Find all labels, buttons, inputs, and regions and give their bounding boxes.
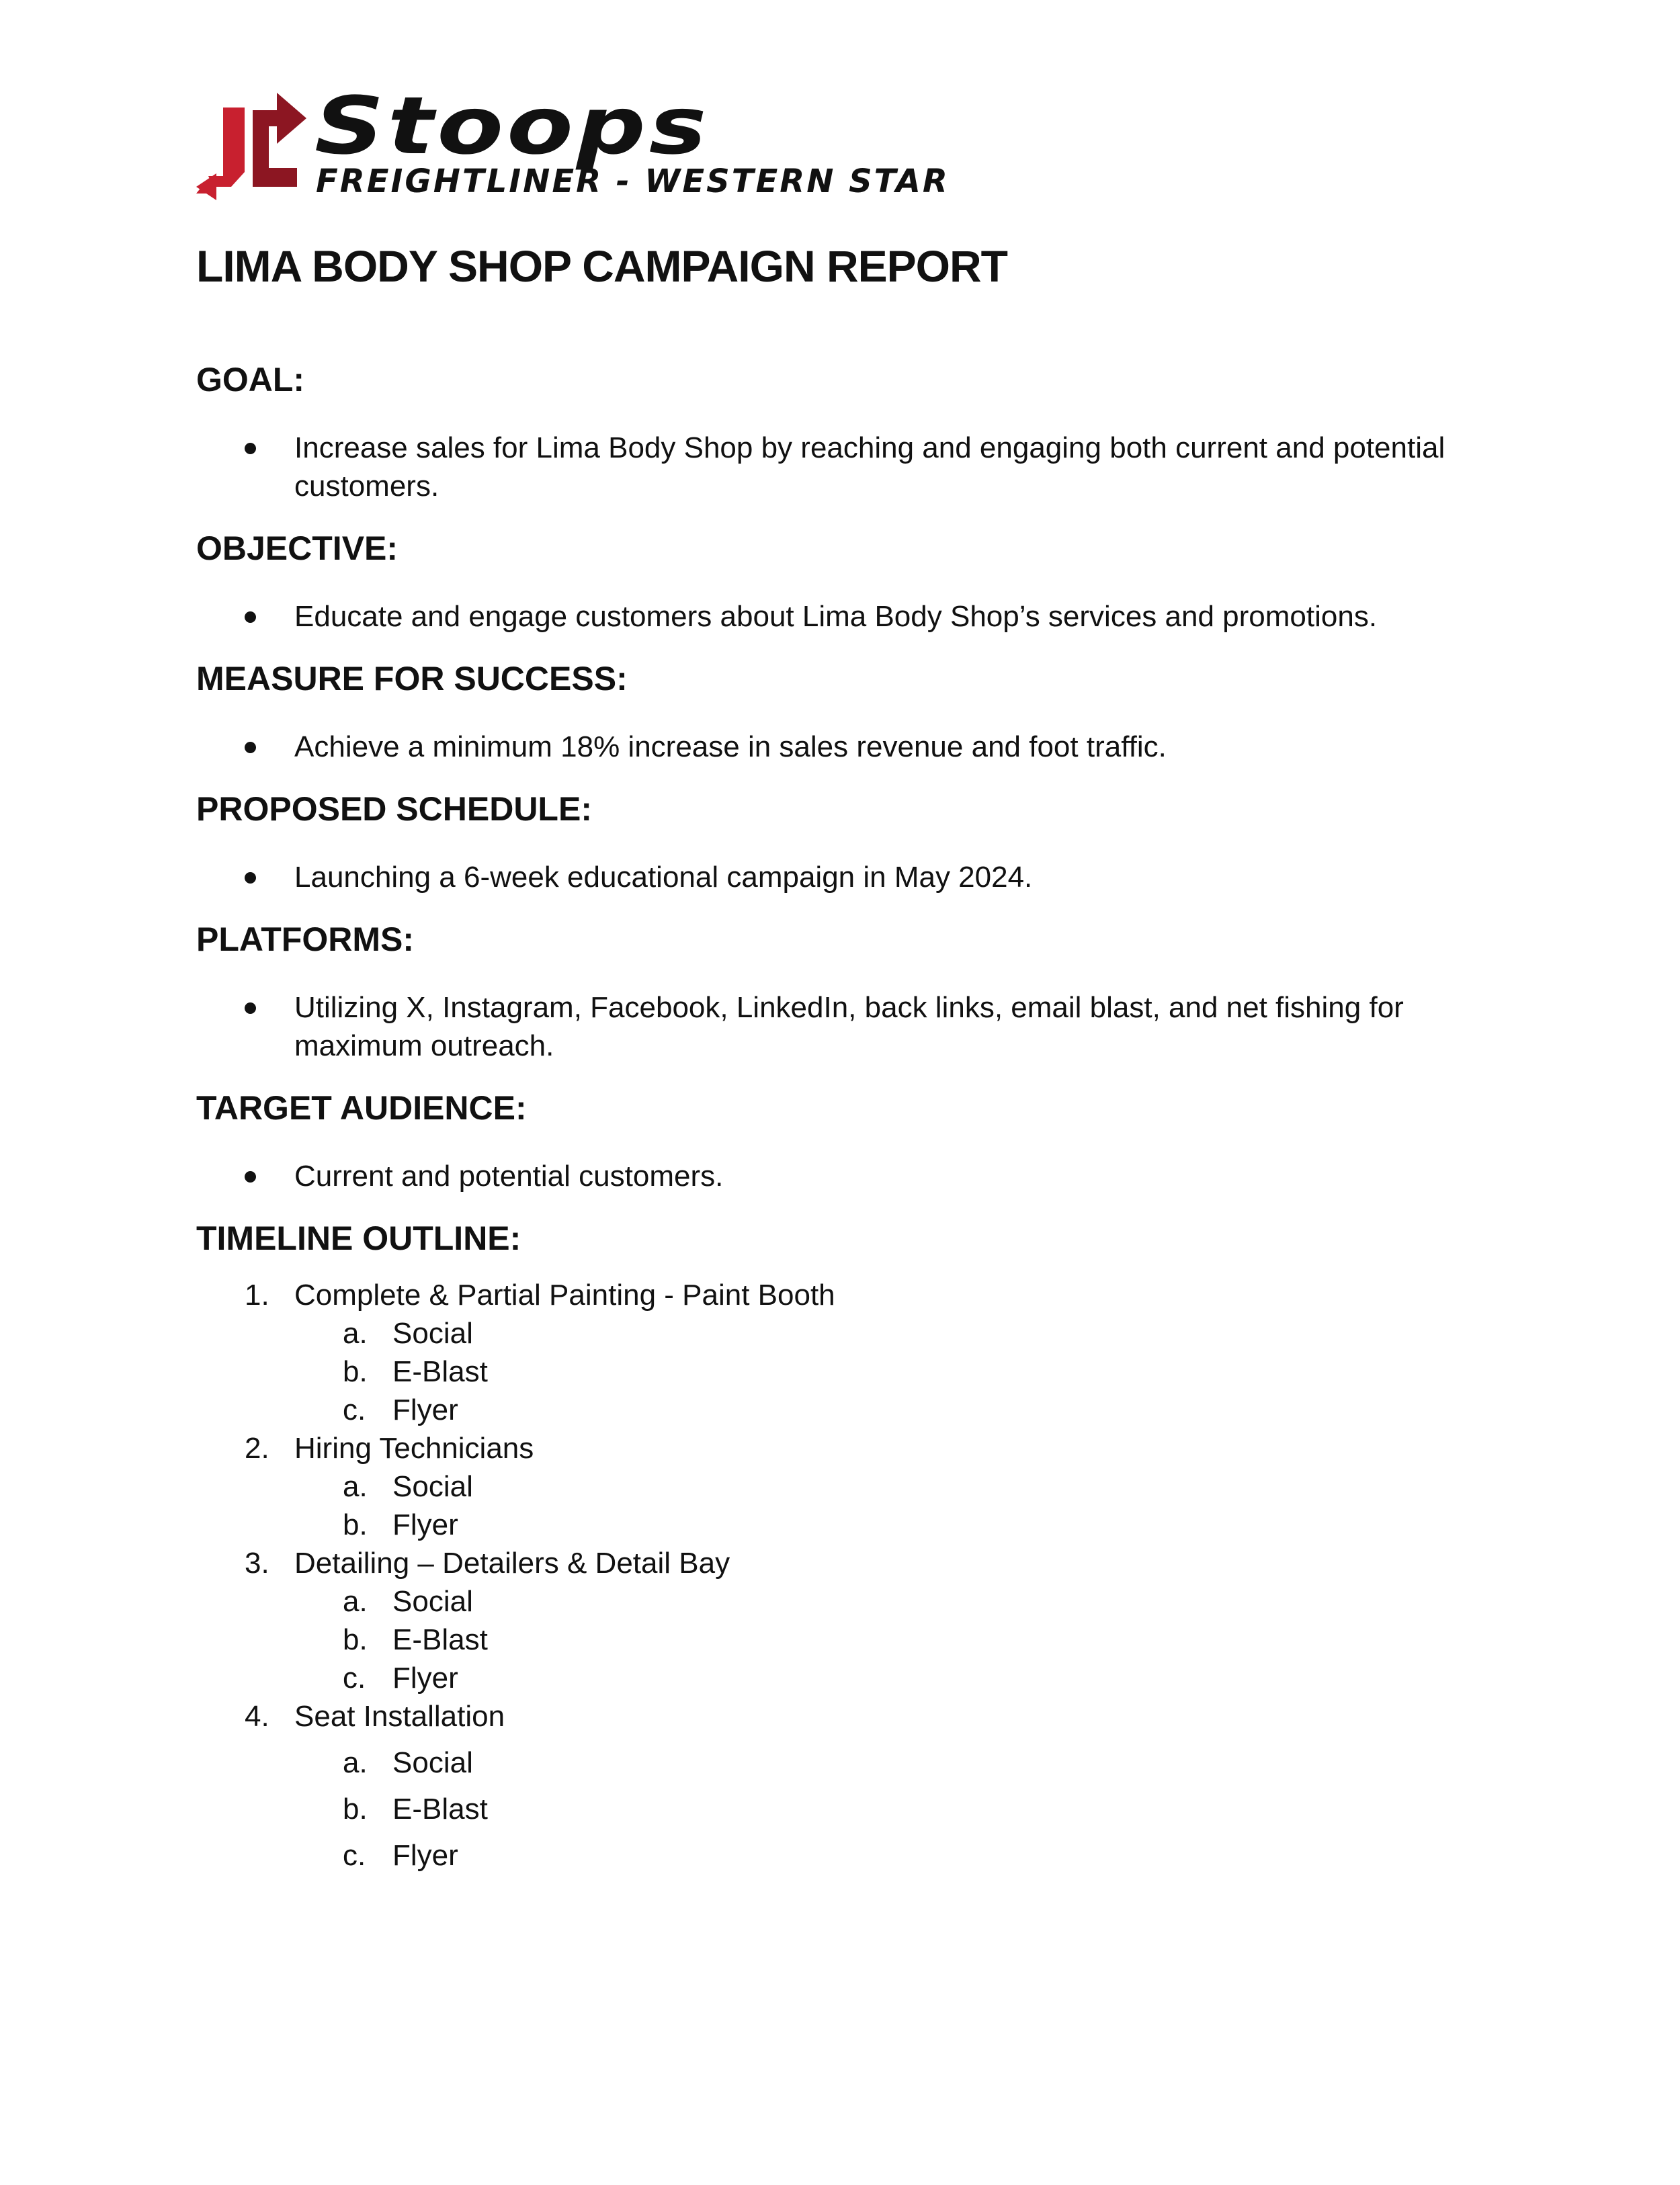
platforms-section [196,919,1507,1065]
sub-list [196,1314,1507,1429]
platforms-heading: PLATFORMS: [196,920,415,958]
sub-list-item [196,1659,1507,1697]
sub-list-label: Flyer [392,1394,458,1426]
measure-text: Achieve a minimum 18% increase in sales revenue and foot traffic. [294,730,1167,763]
objective-heading: OBJECTIVE: [196,529,398,567]
sub-list-label: E-Blast [392,1623,488,1656]
measure-section [196,658,1507,766]
objective-text: Educate and engage customers about Lima Body Shop’s services and promotions. [294,600,1378,633]
bullet-icon [245,872,256,884]
timeline-heading: TIMELINE OUTLINE: [196,1219,521,1257]
sub-list-letter: a. [343,1746,368,1779]
sub-list-label: E-Blast [392,1793,488,1826]
objective-bullet [196,597,1507,636]
sub-list-label: E-Blast [392,1355,488,1388]
sub-list [196,1582,1507,1697]
list-item [196,1544,1507,1582]
sub-list-label: Social [392,1317,473,1350]
sub-list-letter: a. [343,1317,368,1350]
sub-list-item [196,1582,1507,1621]
bullet-icon [245,1171,256,1183]
sub-list [196,1740,1507,1879]
platforms-text: Utilizing X, Instagram, Facebook, LinkedIn, back links, email blast, and net fishing for maximum outreach. [294,991,1404,1062]
goal-bullet [196,429,1507,505]
goal-text: Increase sales for Lima Body Shop by reaching and engaging both current and potential customers. [294,431,1445,503]
objective-section [196,528,1507,636]
sub-list-item [196,1467,1507,1506]
sub-list-letter: a. [343,1470,368,1503]
sub-list-label: Flyer [392,1662,458,1695]
report-body [196,359,1507,1901]
sub-list-letter: a. [343,1585,368,1618]
list-item-label: Hiring Technicians [294,1432,534,1465]
sub-list-item [196,1314,1507,1353]
audience-text: Current and potential customers. [294,1160,724,1193]
schedule-section [196,789,1507,896]
sub-list-label: Social [392,1470,473,1503]
sub-list-letter: c. [343,1839,366,1872]
bullet-icon [245,742,256,753]
list-number: 2. [245,1432,269,1465]
list-item-label: Complete & Partial Painting - Paint Booth [294,1279,835,1312]
logo-tagline: FREIGHTLINER - WESTERN STAR [316,163,950,200]
sub-list-label: Social [392,1746,473,1779]
sub-list [196,1467,1507,1544]
sub-list-label: Flyer [392,1839,458,1872]
measure-bullet [196,728,1507,766]
list-number: 4. [245,1700,269,1733]
list-item [196,1276,1507,1314]
goal-heading: GOAL: [196,361,305,398]
schedule-text: Launching a 6-week educational campaign in May 2024. [294,861,1033,894]
sub-list-letter: c. [343,1662,366,1695]
list-item-label: Seat Installation [294,1700,505,1733]
list-item-label: Detailing – Detailers & Detail Bay [294,1547,730,1580]
list-number: 1. [245,1279,269,1312]
bullet-icon [245,611,256,623]
sub-list-letter: c. [343,1394,366,1426]
sub-list-item [196,1353,1507,1391]
list-item [196,1429,1507,1467]
sub-list-item [196,1621,1507,1659]
sub-list-item [196,1391,1507,1429]
goal-section [196,359,1507,505]
audience-section [196,1088,1507,1195]
list-item [196,1697,1507,1736]
measure-heading: MEASURE FOR SUCCESS: [196,660,628,697]
audience-bullet [196,1157,1507,1195]
report-title: LIMA BODY SHOP CAMPAIGN REPORT [196,241,1007,291]
platforms-bullet [196,988,1507,1065]
sub-list-item [196,1832,1507,1879]
bullet-icon [245,443,256,454]
sub-list-item [196,1786,1507,1832]
sub-list-letter: b. [343,1355,368,1388]
company-logo [196,79,950,207]
sub-list-letter: b. [343,1508,368,1541]
sub-list-label: Flyer [392,1508,458,1541]
sub-list-label: Social [392,1585,473,1618]
timeline-outline [196,1276,1507,1879]
logo-wordmark: Stoops [314,79,710,172]
list-number: 3. [245,1547,269,1580]
sub-list-letter: b. [343,1623,368,1656]
bullet-icon [245,1002,256,1014]
schedule-bullet [196,858,1507,896]
sub-list-item [196,1740,1507,1786]
schedule-heading: PROPOSED SCHEDULE: [196,790,592,828]
audience-heading: TARGET AUDIENCE: [196,1089,527,1127]
timeline-section [196,1218,1507,1879]
sub-list-item [196,1506,1507,1544]
sub-list-letter: b. [343,1793,368,1826]
jc-arrow-logo-icon [196,93,310,200]
